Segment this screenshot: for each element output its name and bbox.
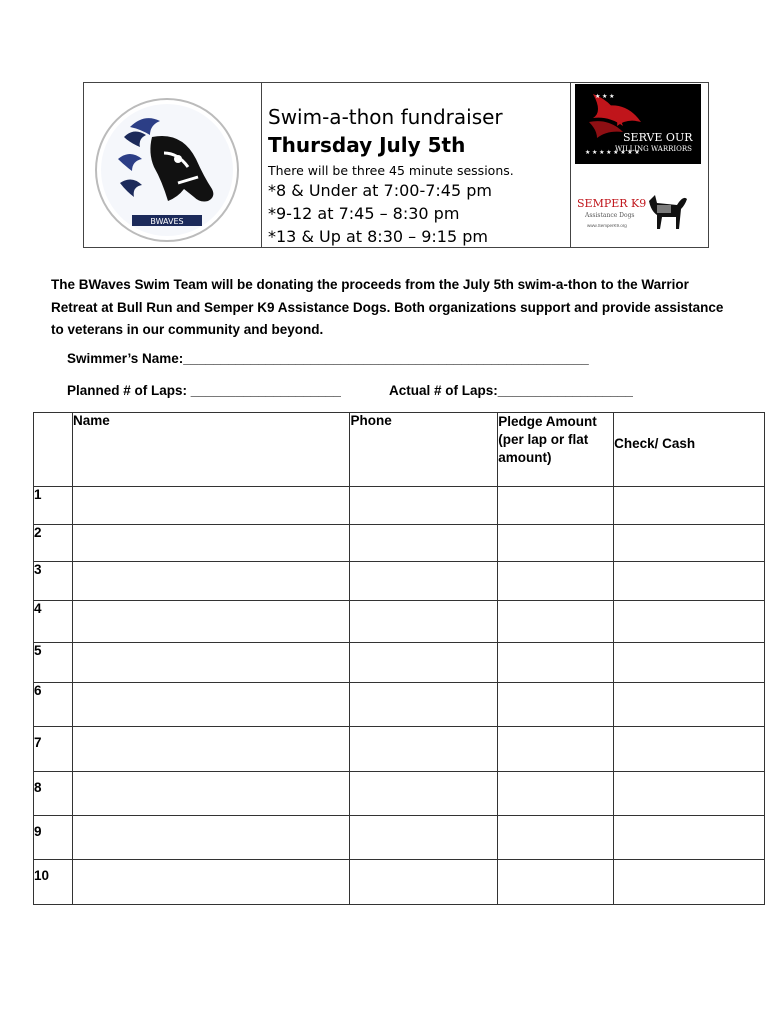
svg-text:★ ★ ★ ★ ★ ★ ★ ★: ★ ★ ★ ★ ★ ★ ★ ★: [585, 150, 640, 156]
header-num: [34, 413, 73, 487]
session-3: *13 & Up at 8:30 – 9:15 pm: [268, 227, 488, 246]
phone-cell[interactable]: [350, 487, 498, 525]
phone-cell[interactable]: [350, 601, 498, 643]
name-cell[interactable]: [72, 772, 350, 816]
event-info-cell: [262, 83, 571, 247]
row-number: 4: [34, 601, 73, 643]
serve-logo-text: SERVE OUR: [623, 131, 693, 144]
table-row: [34, 683, 765, 727]
row-number: 1: [34, 487, 73, 525]
row-number: 3: [34, 562, 73, 601]
header-box: [83, 82, 709, 248]
check-cash-cell[interactable]: [614, 683, 765, 727]
sponsor-logos-cell: [571, 83, 708, 247]
name-cell[interactable]: [72, 683, 350, 727]
table-row: [34, 772, 765, 816]
team-logo-cell: [84, 83, 262, 247]
bwaves-horse-logo: [94, 97, 240, 243]
name-cell[interactable]: [72, 643, 350, 683]
pledge-cell[interactable]: [498, 562, 614, 601]
check-cash-cell[interactable]: [614, 525, 765, 562]
row-number: 5: [34, 643, 73, 683]
name-cell[interactable]: [72, 860, 350, 905]
header-name: Name: [72, 413, 350, 487]
pledge-cell[interactable]: [498, 525, 614, 562]
name-cell[interactable]: [72, 601, 350, 643]
name-cell[interactable]: [72, 525, 350, 562]
phone-cell[interactable]: [350, 772, 498, 816]
bwaves-logo-text: BWAVES: [150, 217, 184, 226]
pledge-cell[interactable]: [498, 860, 614, 905]
check-cash-cell[interactable]: [614, 643, 765, 683]
pledge-table: [33, 412, 765, 905]
table-row: [34, 487, 765, 525]
table-row: [34, 816, 765, 860]
row-number: 9: [34, 816, 73, 860]
table-row: [34, 562, 765, 601]
row-number: 2: [34, 525, 73, 562]
table-row: [34, 643, 765, 683]
semper-logo-text: SEMPER K9: [577, 197, 647, 210]
check-cash-cell[interactable]: [614, 562, 765, 601]
planned-laps-field[interactable]: Planned # of Laps: ____________________: [67, 383, 341, 398]
table-row: [34, 727, 765, 772]
phone-cell[interactable]: [350, 562, 498, 601]
pledge-cell[interactable]: [498, 487, 614, 525]
session-2: *9-12 at 7:45 – 8:30 pm: [268, 204, 460, 223]
row-number: 8: [34, 772, 73, 816]
serve-our-willing-warriors-logo: [575, 84, 701, 164]
header-pledge: Pledge Amount (per lap or flat amount): [498, 413, 614, 487]
event-date: Thursday July 5th: [268, 133, 466, 157]
svg-text:★ ★ ★: ★ ★ ★: [595, 94, 615, 100]
sessions-note: There will be three 45 minute sessions.: [268, 163, 514, 178]
table-header-row: [34, 413, 765, 487]
header-phone: Phone: [350, 413, 498, 487]
pledge-cell[interactable]: [498, 772, 614, 816]
check-cash-cell[interactable]: [614, 487, 765, 525]
table-row: [34, 601, 765, 643]
semper-k9-logo: [577, 189, 693, 237]
row-number: 7: [34, 727, 73, 772]
donation-statement: The BWaves Swim Team will be donating the proceeds from the July 5th swim-a-thon to the Warrior Retreat at Bull Run and Semper K9 Assistance Dogs. Both organizations support and provide assistance to veterans in our community and beyond.: [51, 277, 724, 337]
url-logo-text: www.SemperK9.org: [587, 223, 627, 228]
pledge-cell[interactable]: [498, 643, 614, 683]
pledge-cell[interactable]: [498, 727, 614, 772]
phone-cell[interactable]: [350, 860, 498, 905]
row-number: 10: [34, 860, 73, 905]
phone-cell[interactable]: [350, 643, 498, 683]
phone-cell[interactable]: [350, 727, 498, 772]
table-row: [34, 525, 765, 562]
warriors-logo-text: WILLING WARRIORS: [615, 145, 692, 153]
row-number: 6: [34, 683, 73, 727]
pledge-cell[interactable]: [498, 601, 614, 643]
check-cash-cell[interactable]: [614, 772, 765, 816]
name-cell[interactable]: [72, 562, 350, 601]
name-cell[interactable]: [72, 727, 350, 772]
phone-cell[interactable]: [350, 816, 498, 860]
event-title: Swim-a-thon fundraiser: [268, 105, 503, 129]
actual-laps-field[interactable]: Actual # of Laps:__________________: [389, 383, 633, 398]
table-row: [34, 860, 765, 905]
swimmer-name-field[interactable]: Swimmer’s Name:______________________________________________________: [67, 351, 589, 366]
name-cell[interactable]: [72, 816, 350, 860]
pledge-cell[interactable]: [498, 683, 614, 727]
header-check-cash: Check/ Cash: [614, 413, 765, 487]
check-cash-cell[interactable]: [614, 601, 765, 643]
pledge-cell[interactable]: [498, 816, 614, 860]
check-cash-cell[interactable]: [614, 860, 765, 905]
phone-cell[interactable]: [350, 525, 498, 562]
name-cell[interactable]: [72, 487, 350, 525]
session-1: *8 & Under at 7:00-7:45 pm: [268, 181, 492, 200]
check-cash-cell[interactable]: [614, 727, 765, 772]
check-cash-cell[interactable]: [614, 816, 765, 860]
assist-logo-text: Assistance Dogs: [585, 212, 635, 219]
phone-cell[interactable]: [350, 683, 498, 727]
